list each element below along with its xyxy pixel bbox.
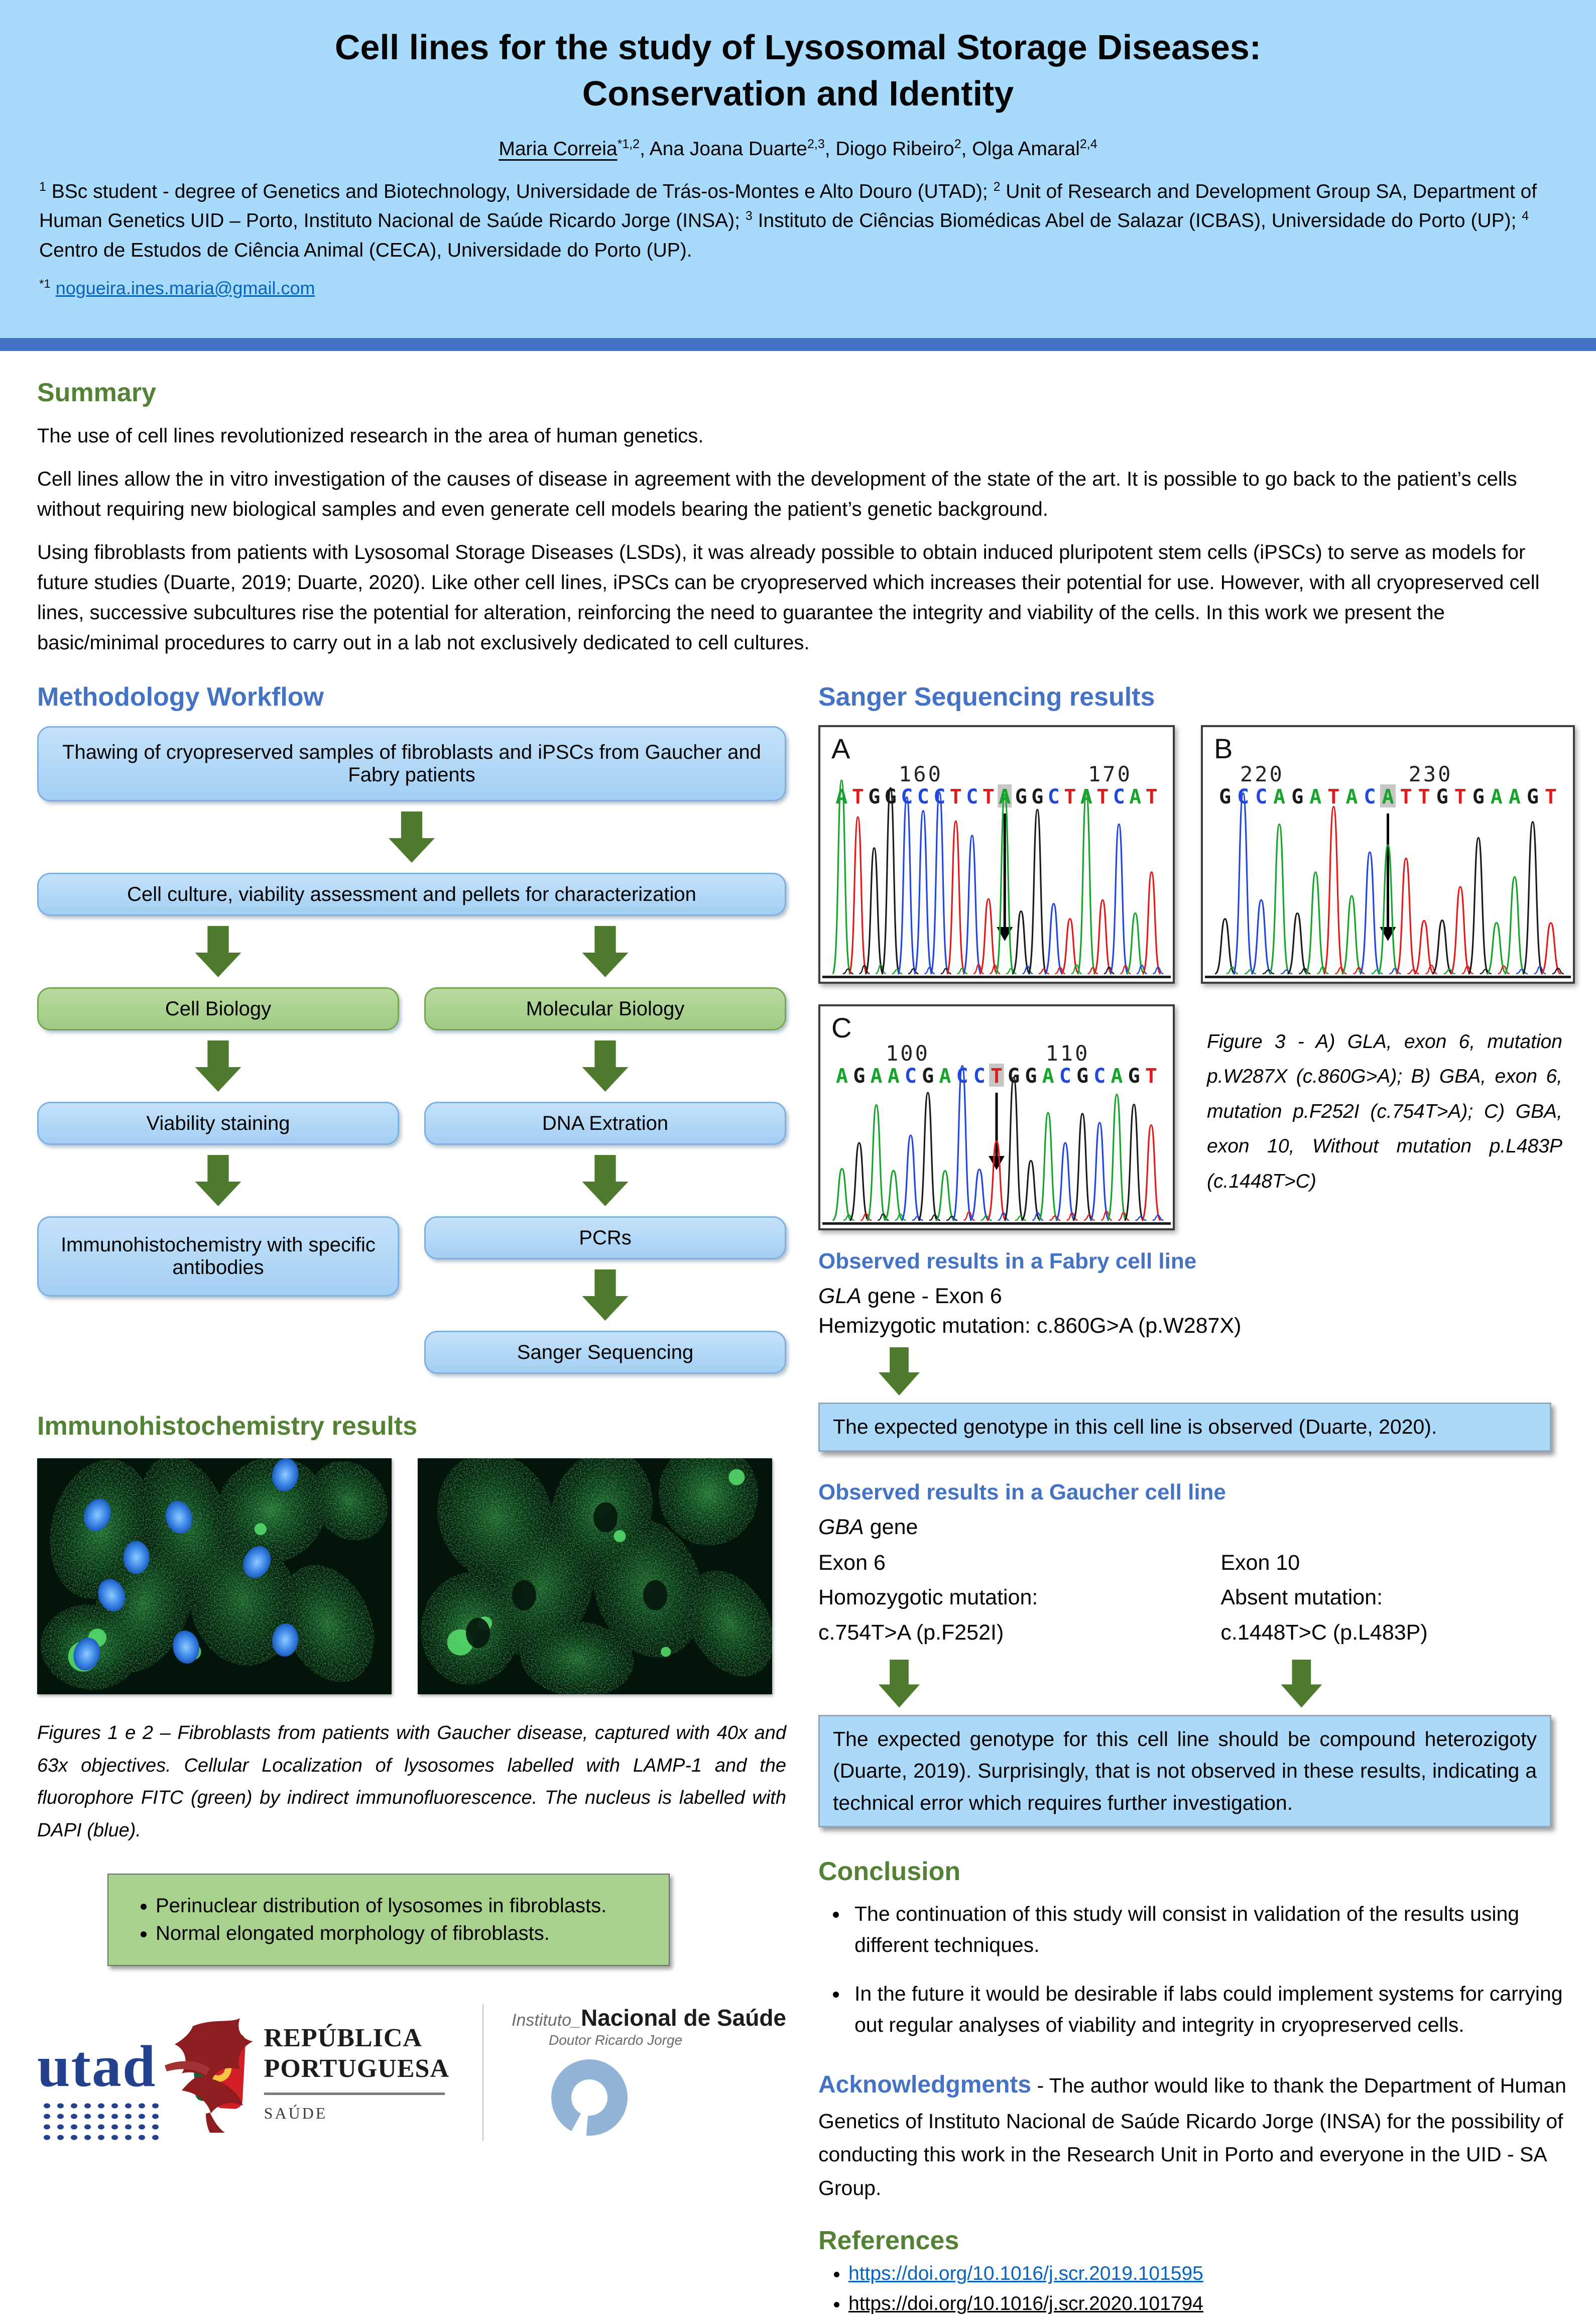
svg-text:C: C [1237, 785, 1250, 808]
svg-text:G: G [1436, 785, 1448, 808]
email-link[interactable]: nogueira.ines.maria@gmail.com [55, 278, 315, 299]
svg-text:A: A [1382, 785, 1394, 808]
insa-prefix: Instituto_ [512, 2011, 581, 2030]
svg-text:A: A [887, 1065, 900, 1088]
mutation-value: c.1448T>C (p.L483P) [1220, 1620, 1428, 1645]
svg-text:B: B [1214, 733, 1233, 764]
svg-text:C: C [1059, 1065, 1071, 1088]
utad-logo [37, 2002, 158, 2143]
flow-box-viability: Viability staining [37, 1102, 399, 1145]
gaucher-heading: Observed results in a Gaucher cell line [818, 1479, 1226, 1504]
svg-text:T: T [1400, 785, 1412, 808]
svg-text:A: A [1042, 1065, 1054, 1088]
svg-text:C: C [901, 785, 913, 808]
affiliation-text: BSc student - degree of Genetics and Biotechnology, Universidade de Trás-os-Montes e Alto Douro (UTAD); [46, 180, 994, 202]
gene-symbol: GLA [818, 1284, 862, 1308]
svg-text:T: T [1418, 785, 1430, 808]
insa-title [512, 2004, 786, 2031]
flow-box-cell-biology: Cell Biology [37, 987, 399, 1030]
gene-symbol: GBA [818, 1515, 864, 1539]
svg-text:A: A [1273, 785, 1286, 808]
mutation-type: Homozygotic mutation: [818, 1585, 1038, 1610]
arrow-down-icon [879, 1347, 920, 1396]
author-superscript: 2 [954, 137, 961, 151]
svg-text:110: 110 [1045, 1041, 1090, 1066]
affiliation-superscript: 2 [993, 179, 1001, 194]
insa-name: Nacional de Saúde [580, 2005, 786, 2031]
arrow-down-icon [879, 1660, 920, 1708]
reference-link[interactable]: https://doi.org/10.1016/j.scr.2020.101794 [848, 2293, 1203, 2315]
references-heading: References [818, 2226, 959, 2256]
svg-text:G: G [1291, 785, 1304, 808]
findings-note-box [107, 1874, 670, 1966]
svg-text:C: C [1047, 785, 1060, 808]
conclusion-bullet: • The continuation of this study will consist in validation of the results using different techniques. [848, 1899, 1577, 1960]
gaucher-gene-line [818, 1515, 1577, 1540]
insa-ring-icon [547, 2053, 632, 2139]
svg-text:G: G [1076, 1065, 1089, 1088]
author-superscript: *1,2 [617, 137, 640, 151]
svg-text:G: G [1472, 785, 1485, 808]
arrow-down-icon [195, 1040, 241, 1092]
gaucher-exon6-column [818, 1546, 1220, 1651]
svg-text:A: A [1080, 785, 1092, 808]
summary-section [37, 378, 1560, 658]
svg-text:A: A [999, 785, 1011, 808]
fabry-heading: Observed results in a Fabry cell line [818, 1249, 1197, 1273]
gaucher-mutation-columns [818, 1546, 1577, 1651]
reference-item [848, 2293, 1577, 2315]
svg-text:A: A [1111, 1065, 1123, 1088]
svg-text:C: C [1113, 785, 1125, 808]
svg-text:C: C [917, 785, 929, 808]
svg-text:G: G [1008, 1065, 1020, 1088]
flow-box-sanger-sequencing: Sanger Sequencing [424, 1331, 786, 1374]
svg-text:100: 100 [886, 1041, 930, 1066]
chromatogram-panel-c [818, 1004, 1175, 1233]
svg-text:A: A [1490, 785, 1503, 808]
conclusion-bullet: • In the future it would be desirable if labs could implement systems for carrying out regular analyses of viability and integrity in cryopreserved cells. [848, 1979, 1577, 2040]
svg-text:G: G [1218, 785, 1232, 808]
fabry-results-block [818, 1249, 1577, 1452]
svg-text:G: G [1526, 785, 1539, 808]
affiliation-superscript: 1 [39, 179, 46, 194]
affiliation-superscript: 4 [1522, 209, 1529, 223]
svg-text:A: A [939, 1065, 951, 1088]
svg-text:G: G [1128, 1065, 1140, 1088]
arrow-down-icon [195, 1155, 241, 1206]
acknowledgments-heading: Acknowledgments [818, 2071, 1032, 2099]
exon-label: Exon 6 [818, 1550, 886, 1575]
svg-text:A: A [835, 785, 848, 808]
sanger-heading: Sanger Sequencing results [818, 682, 1155, 712]
reference-link[interactable]: https://doi.org/10.1016/j.scr.2019.101595 [848, 2263, 1203, 2285]
svg-text:C: C [956, 1065, 968, 1088]
svg-text:G: G [853, 1065, 866, 1088]
flow-box-pcrs: PCRs [424, 1216, 786, 1259]
authors-line [0, 137, 1596, 160]
svg-text:A: A [836, 1065, 848, 1088]
left-column [37, 682, 786, 2143]
acknowledgments-text: - The author would like to thank the Department of Human Genetics of Instituto Nacional de Saúde Ricardo Jorge (INSA) for the possibility of conducting this work in the Research Unit in Porto and everyone in the UID - SA Group. [818, 2074, 1566, 2199]
flow-box-dna-extraction: DNA Extration [424, 1102, 786, 1145]
svg-text:220: 220 [1240, 762, 1284, 786]
svg-text:T: T [949, 785, 962, 808]
svg-text:G: G [1015, 785, 1027, 808]
svg-text:T: T [1064, 785, 1076, 808]
republica-line1: REPÚBLICA [264, 2024, 422, 2053]
arrow-down-icon [582, 1155, 629, 1206]
author-name: , Ana Joana Duarte [640, 138, 807, 160]
flow-stack-cell-biology [37, 916, 399, 1374]
chromatogram-panels-ab [818, 725, 1577, 986]
svg-text:G: G [1031, 785, 1044, 808]
svg-text:C: C [904, 1065, 917, 1088]
exon-label: Exon 10 [1220, 1550, 1300, 1575]
affiliation-text: Centro de Estudos de Ciência Animal (CECA), Universidade do Porto (UP). [39, 239, 692, 261]
republica-line2: PORTUGUESA [264, 2054, 449, 2083]
svg-text:A: A [1309, 785, 1322, 808]
svg-text:C: C [1093, 1065, 1106, 1088]
svg-text:170: 170 [1088, 762, 1132, 786]
svg-text:A: A [870, 1065, 883, 1088]
immunohistochemistry-heading: Immunohistochemistry results [37, 1412, 418, 1441]
svg-text:T: T [1145, 1065, 1157, 1088]
svg-text:T: T [851, 785, 864, 808]
republica-rule [264, 2093, 445, 2095]
chromatogram-panel-a [818, 725, 1175, 986]
institution-logos [37, 2002, 786, 2143]
republica-saude: SAÚDE [264, 2104, 328, 2122]
header-divider-bar [0, 338, 1596, 351]
affiliations [39, 177, 1557, 266]
svg-text:C: C [831, 1012, 852, 1043]
summary-paragraph: The use of cell lines revolutionized research in the area of human genetics. [37, 425, 704, 447]
svg-text:T: T [1145, 785, 1158, 808]
arrow-down-icon [1281, 1660, 1322, 1708]
chromatogram-panel-b [1201, 725, 1575, 986]
arrow-down-icon [389, 811, 435, 863]
flow-split [37, 916, 786, 1374]
svg-text:A: A [1345, 785, 1358, 808]
svg-text:C: C [966, 785, 978, 808]
flow-box-molecular-biology: Molecular Biology [424, 987, 786, 1030]
chromatogram-panel-c-row [818, 1004, 1577, 1233]
arrow-down-icon [582, 1040, 629, 1092]
flow-box-immunohistochemistry: Immunohistochemistry with specific antibodies [37, 1216, 399, 1297]
flow-box-thawing: Thawing of cryopreserved samples of fibroblasts and iPSCs from Gaucher and Fabry patients [37, 726, 786, 801]
finding-bullet: • Normal elongated morphology of fibroblasts. [156, 1922, 648, 1945]
svg-text:T: T [1454, 785, 1466, 808]
references-section [818, 2226, 1577, 2315]
poster-title [0, 0, 1596, 117]
svg-text:C: C [933, 785, 946, 808]
methodology-heading: Methodology Workflow [37, 682, 324, 712]
fabry-mutation-line: Hemizygotic mutation: c.860G>A (p.W287X) [818, 1314, 1242, 1338]
reference-item [848, 2263, 1577, 2285]
affiliation-text: Unit of Research and Development Group SA, Department of Human Genetics UID – Porto, Instituto Nacional de Saúde Ricardo Jorge (INSA); [39, 180, 1537, 232]
gaucher-result-box: The expected genotype for this cell line should be compound heterozigoty (Duarte, 2019). Surprisingly, that is not observed in these results, indicating a technical error which requires further investigation. [818, 1715, 1551, 1828]
author-superscript: 2,4 [1079, 137, 1097, 151]
contact-line [39, 277, 1557, 299]
svg-text:G: G [884, 785, 897, 808]
svg-text:A: A [1129, 785, 1142, 808]
svg-text:C: C [1255, 785, 1268, 808]
gene-rest: gene [864, 1515, 918, 1539]
acknowledgments-section [818, 2065, 1577, 2204]
figure-3-caption: Figure 3 - A) GLA, exon 6, mutation p.W287X (c.860G>A); B) GBA, exon 6, mutation p.F252I (c.754T>A); C) GBA, exon 10, Without mutation p.L483P (c.1448T>C) [1207, 1031, 1562, 1192]
affiliation-text: Instituto de Ciências Biomédicas Abel de Salazar (ICBAS), Universidade do Porto (UP); [752, 210, 1522, 232]
fibroblast-micrograph-figure-2 [418, 1458, 772, 1697]
mutation-type: Absent mutation: [1220, 1585, 1383, 1610]
conclusion-section [818, 1856, 1577, 2040]
arrow-down-icon [582, 1269, 629, 1321]
fabry-gene-line [818, 1284, 1577, 1309]
svg-text:G: G [868, 785, 881, 808]
figures-1-2-caption: Figures 1 e 2 – Fibroblasts from patients with Gaucher disease, captured with 40x and 63x objectives. Cellular Localization of lysosomes labelled with LAMP-1 and the fluorophore FITC (green) by indirect immunofluorescence. The nucleus is labelled with DAPI (blue). [37, 1722, 786, 1841]
svg-text:A: A [831, 733, 850, 764]
insa-logo [482, 2004, 786, 2141]
svg-text:160: 160 [899, 762, 943, 786]
summary-paragraph: Cell lines allow the in vitro investigation of the causes of disease in agreement with the development of the state of the art. It is possible to go back to the patient’s cells without requiring new biological samples and even generate cell models bearing the patient’s genetic background. [37, 468, 1517, 520]
micrograph-figures [37, 1458, 786, 1697]
gaucher-arrows-row [818, 1651, 1577, 1715]
flow-box-cell-culture: Cell culture, viability assessment and pellets for characterization [37, 873, 786, 916]
republica-text-block [264, 2023, 449, 2123]
author-name: Maria Correia [499, 138, 618, 160]
author-name: , Olga Amaral [961, 138, 1080, 160]
author-superscript: 2,3 [807, 137, 825, 151]
summary-heading: Summary [37, 378, 156, 407]
svg-text:T: T [1327, 785, 1340, 808]
gene-rest: gene - Exon 6 [862, 1284, 1002, 1308]
title-line-1: Cell lines for the study of Lysosomal Storage Diseases: [334, 28, 1262, 67]
arrow-down-icon [582, 926, 629, 977]
fibroblast-micrograph-figure-1 [37, 1458, 392, 1697]
svg-text:T: T [982, 785, 995, 808]
flow-stack-molecular-biology [424, 916, 786, 1374]
methodology-flowchart [37, 726, 786, 1374]
svg-text:T: T [1544, 785, 1557, 808]
title-line-2: Conservation and Identity [582, 74, 1014, 113]
svg-text:C: C [1364, 785, 1376, 808]
gaucher-exon10-column [1220, 1546, 1577, 1651]
header-band [0, 0, 1596, 338]
conclusion-heading: Conclusion [818, 1857, 961, 1887]
utad-dots-pattern [40, 2101, 161, 2143]
affiliation-superscript: 3 [745, 209, 753, 223]
gaucher-results-block [818, 1480, 1577, 1828]
arrow-down-icon [195, 926, 241, 977]
svg-text:G: G [1025, 1065, 1037, 1088]
svg-text:G: G [922, 1065, 934, 1088]
utad-eagle-icon [162, 2017, 272, 2134]
summary-paragraph: Using fibroblasts from patients with Lysosomal Storage Diseases (LSDs), it was already possible to obtain induced pluripotent stem cells (iPSCs) to serve as models for future studies (Duarte, 2019; Duarte, 2020). Like other cell lines, iPSCs can be cryopreserved which increases their potential for use. However, with all cryopreserved cell lines, successive subcultures rise the potential for alteration, reinforcing the need to guarantee the integrity and viability of the cells. In this work we present the basic/minimal procedures to carry out in a lab not exclusively dedicated to cell cultures. [37, 541, 1540, 654]
mutation-value: c.754T>A (p.F252I) [818, 1620, 1004, 1645]
finding-bullet: • Perinuclear distribution of lysosomes in fibroblasts. [156, 1895, 648, 1917]
svg-text:230: 230 [1408, 762, 1453, 786]
svg-text:C: C [973, 1065, 986, 1088]
svg-text:A: A [1508, 785, 1521, 808]
svg-text:T: T [990, 1065, 1003, 1088]
insa-subtitle: Doutor Ricardo Jorge [549, 2032, 683, 2048]
utad-logo-text: utad [37, 2033, 157, 2100]
contact-superscript: *1 [39, 277, 51, 291]
author-name: , Diogo Ribeiro [824, 138, 954, 160]
right-column [818, 682, 1577, 2323]
fabry-result-box: The expected genotype in this cell line is observed (Duarte, 2020). [818, 1403, 1551, 1452]
svg-text:T: T [1096, 785, 1109, 808]
